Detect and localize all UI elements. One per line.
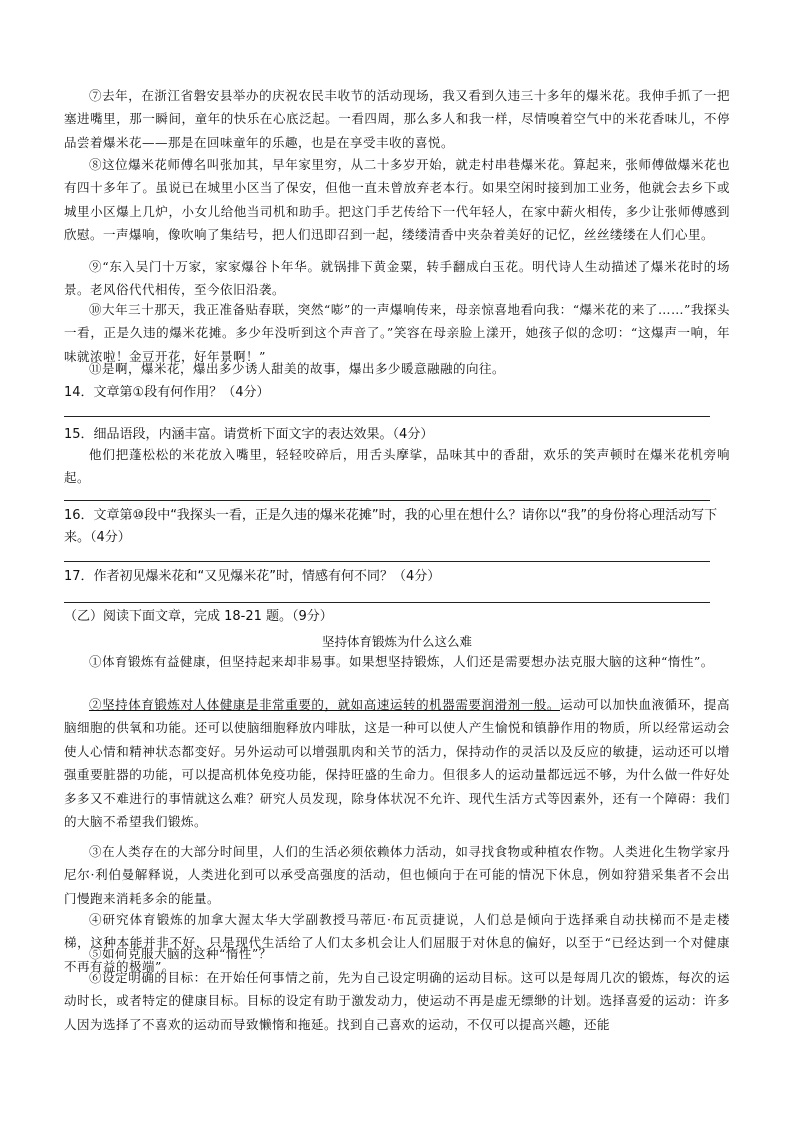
answer-line (64, 561, 710, 562)
question-16: 16．文章第⑩段中“我探头一看，正是久违的爆米花摊”时，我的心里在想什么？请你以“我”的身份将心理活动写下来。（4分） (64, 508, 718, 545)
paragraph-8: ⑧这位爆米花师傅名叫张加其，早年家里穷，从二十多岁开始，就走村串巷爆米花。算起来，张师傅做爆米花也有四十多年了。虽说已在城里小区当了保安，但他一直未曾放弃老本行。如果空闲时接到加工业务，他就会去乡下或城里小区爆上几炉，小女儿给他当司机和助手。把这门手艺传给下一代年轻人，在家中薪火相传，多少让张师傅感到欣慰。一声爆响，像吹响了集结号，把人们迅即召到一起，缕缕清香中夹杂着美好的记忆，丝丝缕缕在人们心里。 (64, 157, 730, 243)
answer-line (64, 416, 710, 417)
paragraph-yi-6: ⑥设定明确的目标：在开始任何事情之前，先为自己设定明确的运动目标。这可以是每周几次的锻炼，每次的运动时长，或者特定的健康目标。目标的设定有助于激发动力，使运动不再是虚无缥缈的计划。选择喜爱的运动：许多人因为选择了不喜欢的运动而导致懒惰和拖延。找到自己喜欢的运动，不仅可以提高兴趣，还能 (64, 970, 730, 1032)
section-intro: （乙）阅读下面文章，完成 18-21 题。（9分） (64, 609, 333, 624)
question-17: 17．作者初见爆米花和“又见爆米花”时，情感有何不同？（4分） (64, 569, 441, 584)
question-14: 14．文章第①段有何作用？（4分） (64, 385, 270, 400)
paragraph-9: ⑨“东入吴门十万家，家家爆谷卜年华。就锅排下黄金粟，转手翻成白玉花。明代诗人生动描述了爆米花时的场景。老风俗代代相传，至今依旧沿袭。 (64, 259, 730, 298)
paragraph-yi-5: ⑤如何克服大脑的这种“惰性”？ (89, 946, 272, 961)
paragraph-10: ⑩大年三十那天，我正准备贴春联，突然“嘭”的一声爆响传来，母亲惊喜地看向我：“爆米花的来了……”我探头一看，正是久违的爆米花摊。多少年没听到这个声音了。”笑容在母亲脸上漾开，她孩子似的念叨：“这爆声一响，年味就浓啦！金豆开花，好年景啊！” (64, 302, 730, 364)
quote-passage: 他们把蓬松松的米花放入嘴里，轻轻咬碎后，用舌头摩挲，品味其中的香甜，欢乐的笑声顿时在爆米花机旁响起。 (64, 447, 730, 486)
paragraph-11: ⑪是啊，爆米花，爆出多少诱人甜美的故事，爆出多少暖意融融的向往。 (89, 361, 506, 376)
paragraph-yi-3: ③在人类存在的大部分时间里，人们的生活必须依赖体力活动，如寻找食物或种植农作物。人类进化生物学家丹尼尔·利伯曼解释说，人类进化到可以承受高强度的活动，但也倾向于在可能的情况下休息，例如狩猎采集者不会出门慢跑来消耗多余的能量。 (64, 844, 730, 906)
answer-line (64, 602, 710, 603)
answer-line (64, 500, 710, 501)
article-title: 坚持体育锻炼为什么这么难 (321, 634, 472, 649)
underlined-sentence: ②坚持体育锻炼对人体健康是非常重要的，就如高速运转的机器需要润滑剂一般。 (89, 697, 560, 712)
paragraph-7: ⑦去年，在浙江省磐安县举办的庆祝农民丰收节的活动现场，我又看到久违三十多年的爆米花。我伸手抓了一把塞进嘴里，那一瞬间，童年的快乐在心底泛起。一看四周，那么多人和我一样，尽情嗅着空气中的米花香味儿，不停品尝着爆米花——那是在回味童年的乐趣，也是在享受丰收的喜悦。 (64, 88, 730, 150)
paragraph-yi-2-rest: 运动可以加快血液循环，提高脑细胞的供氧和功能。还可以使脑细胞释放内啡肽，这是一种可以使人产生愉悦和镇静作用的物质，所以经常运动会使人心情和精神状态都变好。另外运动可以增强肌肉和关节的活力，保持动作的灵活以及反应的敏捷，运动还可以增强重要脏器的功能，可以提高机体免疫功能，保持旺盛的生命力。但很多人的运动量都远远不够，为什么做一件好处多多又不难进行的事情就这么难？研究人员发现，除身体状况不允许、现代生活方式等因素外，还有一个障碍：我们的大脑不希望我们锻炼。 (64, 697, 730, 830)
paragraph-yi-2 (64, 693, 730, 833)
question-15: 15．细品语段，内涵丰富。请赏析下面文字的表达效果。（4分） (64, 427, 434, 442)
paragraph-yi-1: ①体育锻炼有益健康，但坚持起来却非易事。如果想坚持锻炼，人们还是需要想办法克服大脑的这种“惰性”。 (89, 654, 714, 669)
paragraph-yi-4: ④研究体育锻炼的加拿大渥太华大学副教授马蒂厄·布瓦贡捷说，人们总是倾向于选择乘自动扶梯而不是走楼梯，这种本能并非不好，只是现代生活给了人们太多机会让人们屈服于对休息的偏好，以至于“已经达到一个对健康不再有益的极端”。 (64, 912, 730, 974)
